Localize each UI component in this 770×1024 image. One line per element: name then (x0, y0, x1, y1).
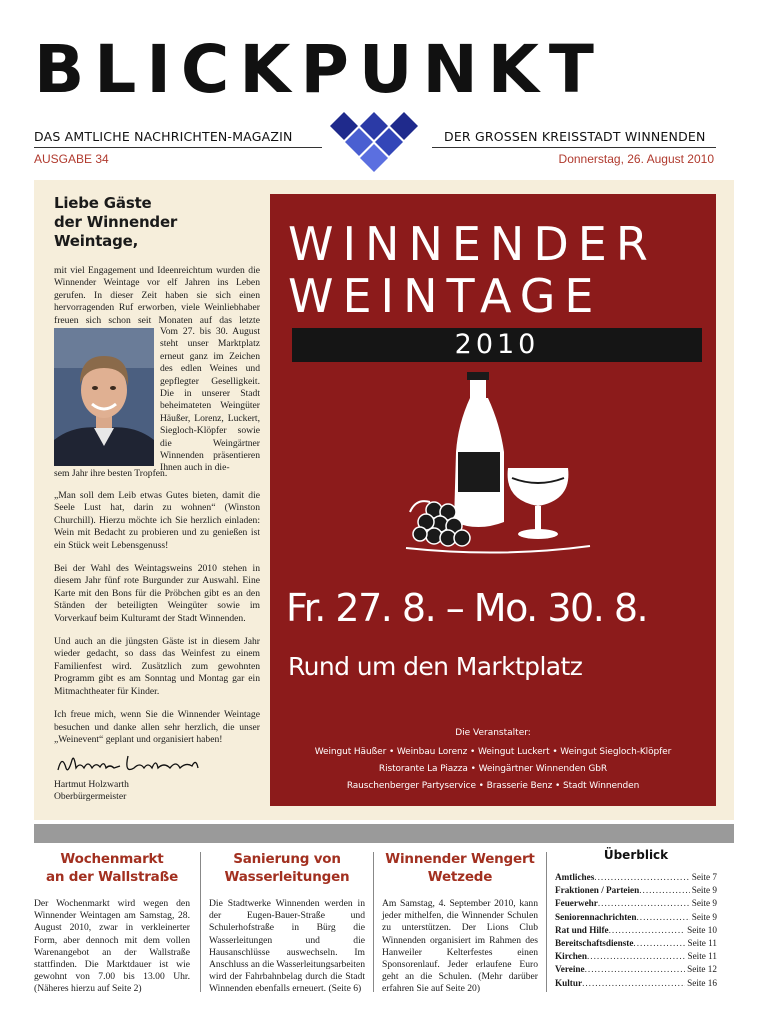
poster-organizers (270, 744, 716, 795)
article-title-line1: Sanierung von (233, 851, 341, 867)
portrait-image (54, 328, 154, 466)
toc-item-amtliches[interactable]: Amtliches ..... Seite 7 (555, 871, 717, 884)
toc-item-seniorennachrichten[interactable]: Seniorennachrichten ..... Seite 9 (555, 911, 717, 924)
article-title-line2: an der Wallstraße (45, 869, 179, 885)
masthead-title: BLICKPUNKT (34, 31, 604, 108)
issue-number: AUSGABE 34 (34, 152, 109, 166)
letter-intro: mit viel Engagement und Ideenreichtum wurden die Winnender Weintage vor elf Jahren ins Leben gerufen. In dieser Zeit haben sie sich einen hervorragenden Ruf erworben, viele Weinliebhaber freuen sich schon seit Monaten auf das letzte (54, 265, 260, 326)
toc-item-feuerwehr[interactable]: Feuerwehr ..... Seite 9 (555, 897, 717, 910)
article-title (34, 850, 190, 886)
organizers-line2: Ristorante La Piazza • Weingärtner Winnenden GbR (378, 764, 608, 774)
poster-title-line1: WINNENDER (288, 217, 657, 271)
toc-item-fraktionen[interactable]: Fraktionen / Parteien ..... Seite 9 (555, 884, 717, 897)
mayor-portrait (54, 328, 154, 466)
poster-dates: Fr. 27. 8. – Mo. 30. 8. (286, 586, 648, 630)
article-title-line2: Wetzede (427, 869, 493, 885)
letter-heading (54, 194, 260, 251)
overview-title: Überblick (603, 848, 669, 862)
toc-item-kultur[interactable]: Kultur ..... Seite 16 (555, 977, 717, 990)
toc-item-bereitschaftsdienste[interactable]: Bereitschaftsdienste ..... Seite 11 (555, 937, 717, 950)
article-wengert-wetzede (382, 850, 538, 996)
section-divider-bar (34, 824, 734, 843)
article-title-line1: Winnender Wengert (385, 851, 535, 867)
article-title (382, 850, 538, 886)
poster-title-line2: WEINTAGE (288, 269, 603, 323)
article-title-line1: Wochenmarkt (60, 851, 164, 867)
masthead-tagline-right: DER GROSSEN KREISSTADT WINNENDEN (444, 129, 706, 144)
article-body: Der Wochenmarkt wird wegen den Winnender Weintagen am Samstag, 28. August 2010, zwar in verkleinerter Form, aber dennoch mit dem vollen Warenangebot an der Wallstraße stattfinden. Die Marktdauer ist wie gewohnt von 7.00 bis 13.00 Uhr. (Näheres hierzu auf Seite 2) (34, 898, 190, 995)
poster-title (288, 218, 708, 322)
article-body: Am Samstag, 4. September 2010, kann jeder mithelfen, die Winnender Schulen zu unterstützen. Der Lions Club Winnenden organisiert im Rahmen des Hanweiler Kelterfestes einen Sponsorenlauf. Jeder erlaufene Euro geht an die Schulen. (Mehr darüber erfahren Sie auf Seite 20) (382, 898, 538, 995)
poster-year: 2010 (454, 329, 540, 360)
letter-closing-paragraph: Ich freue mich, wenn Sie die Winnender Weintage besuchen und danke allen sehr herzlich, die unser „Weinevent“ geplant und organisiert haben! (54, 709, 260, 745)
letter-quote-paragraph: „Man soll dem Leib etwas Gutes bieten, damit die Seele Lust hat, darin zu wohnen“ (Winston Churchill). Hierzu möchte ich Sie herzlich einladen: Wein mit Bedacht zu probieren und zu genießen ist ein Stück weit Lebensgenuss! (54, 490, 260, 551)
letter-young-paragraph: Und auch an die jüngsten Gäste ist in diesem Jahr wieder gedacht, so dass das Weinfest zu einem Familienfest wird. Zusätzlich zum gewohnten Programm gibt es am Sonntag und Montag gar ein Mitmachtheater für Kinder. (54, 636, 260, 697)
logo-diamonds-icon (318, 104, 428, 174)
poster-place: Rund um den Marktplatz (288, 652, 583, 681)
letter-wrap-tail: sem Jahr ihre besten Tropfen. (54, 468, 168, 479)
toc-item-rat-und-hilfe[interactable]: Rat und Hilfe ..... Seite 10 (555, 924, 717, 937)
column-separator (373, 852, 374, 992)
letter-body (54, 490, 260, 757)
article-wochenmarkt (34, 850, 190, 996)
issue-date: Donnerstag, 26. August 2010 (558, 152, 714, 166)
poster-organizers-label: Die Veranstalter: (455, 728, 531, 738)
signature-image (54, 748, 224, 780)
overview-toc (555, 848, 717, 990)
masthead-rule-right (432, 147, 716, 148)
article-title (209, 850, 365, 886)
toc-item-vereine[interactable]: Vereine ..... Seite 12 (555, 963, 717, 976)
organizers-line1: Weingut Häußer • Weinbau Lorenz • Weingut Luckert • Weingut Siegloch-Klöpfer (314, 747, 672, 757)
masthead-rule-left (34, 147, 322, 148)
toc-item-kirchen[interactable]: Kirchen ..... Seite 11 (555, 950, 717, 963)
article-body: Die Stadtwerke Winnenden werden in der Eugen-Bauer-Straße und Schulerhofstraße in Bürg die Wasserleitungen und die Hausanschlüsse auswechseln. Im Anschluss an die Wasserleitungsarbeiten wird der Fahrbahnbelag durch die Stadt Winnenden ebenfalls erneuert. (Seite 6) (209, 898, 365, 995)
signer-title: Oberbürgermeister (54, 791, 127, 803)
letter-wine-paragraph: Bei der Wahl des Weintagsweins 2010 stehen in diesem Jahr fünf rote Burgunder zur Auswahl. Eine Karte mit den Bons für die Pröbchen gibt es an den Ständen der beteiligten Weingüter sowie im Vorverkauf beim Kulturamt der Stadt Winnenden. (54, 563, 260, 624)
wine-bottle-glass-grapes-icon (400, 372, 600, 558)
letter-wrap-text: Vom 27. bis 30. August steht unser Marktplatz erneut ganz im Zeichen des edlen Weines und gepflegter Geselligkeit. Die in unserer Stadt beheimateten Weingüter Häußer, Lorenz, Luckert, Siegloch-Klöpfer sowie die Weingärtner Winnenden präsentieren Ihnen auch in die- (160, 326, 260, 474)
signer-name: Hartmut Holzwarth (54, 779, 129, 790)
letter-heading-line2: der Winnender Weintage, (54, 213, 178, 250)
letter-heading-line1: Liebe Gäste (54, 194, 152, 212)
column-separator (546, 852, 547, 992)
letter-signer (54, 779, 129, 804)
article-wasserleitungen (209, 850, 365, 996)
organizers-line3: Rauschenberger Partyservice • Brasserie Benz • Stadt Winnenden (346, 781, 640, 791)
article-title-line2: Wasserleitungen (224, 869, 350, 885)
masthead-tagline-left: DAS AMTLICHE NACHRICHTEN-MAGAZIN (34, 129, 293, 144)
column-separator (200, 852, 201, 992)
